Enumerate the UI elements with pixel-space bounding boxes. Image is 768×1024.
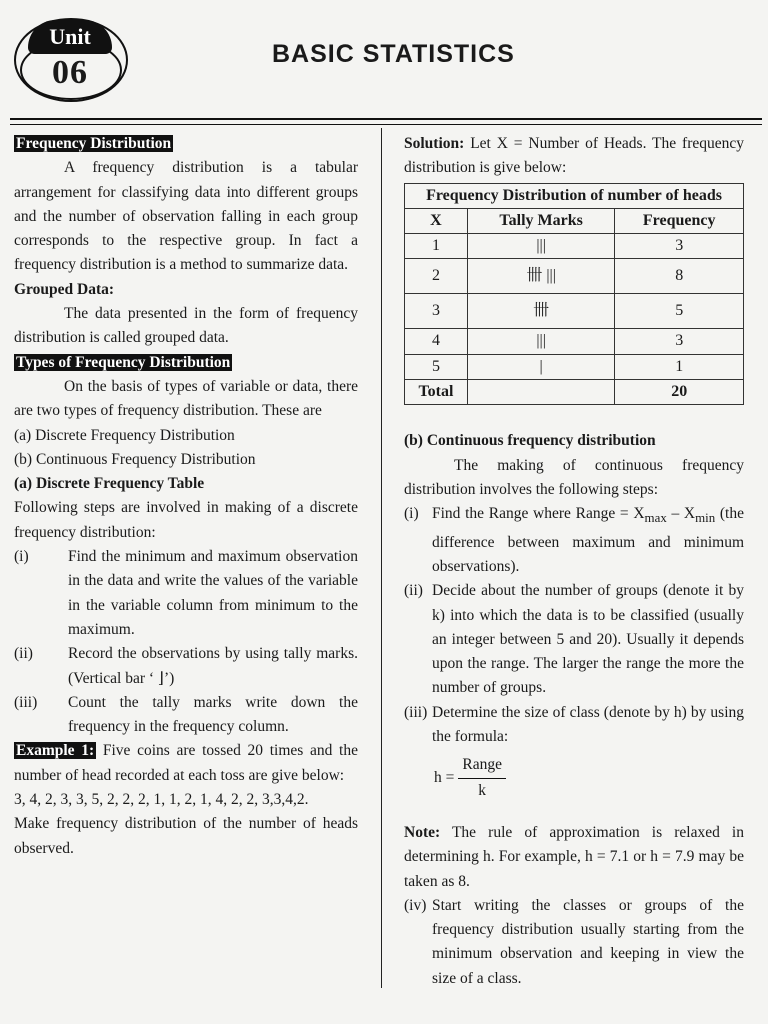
subscript-min: min — [695, 510, 716, 526]
para-grouped-data: The data presented in the form of frequency distribution is called grouped data. — [14, 305, 358, 347]
cell-frequency: 3 — [615, 234, 744, 259]
step-text: Count the tally marks write down the frequency in the frequency column. — [68, 693, 358, 736]
chapter-title: BASIC STATISTICS — [272, 40, 515, 68]
table-row — [405, 294, 744, 329]
note-label: Note: — [404, 823, 441, 841]
unit-number: 06 — [52, 54, 88, 91]
cell-x: 2 — [405, 259, 468, 294]
table-header-frequency: Frequency — [615, 208, 744, 233]
step-item — [404, 502, 744, 579]
heading-grouped-data: Grouped Data: — [14, 280, 115, 298]
cell-frequency: 5 — [615, 294, 744, 329]
cell-x: 4 — [405, 329, 468, 354]
note-text: The rule of approximation is relaxed in determining h. For example, h = 7.1 or h = 7.9 may be taken as 8. — [404, 823, 744, 890]
cell-frequency: 1 — [615, 354, 744, 379]
para-frequency-distribution: A frequency distribution is a tabular arrangement for classifying data into different groups and the number of observation falling in each group corresponds to the respective group. In fact a frequency distribution is a method to summarize data. — [14, 159, 358, 274]
formula-numerator: Range — [458, 753, 506, 778]
table-row — [405, 234, 744, 259]
para-continuous: The making of continuous frequency distribution involves the following steps: — [404, 456, 744, 498]
formula-fraction — [458, 753, 506, 803]
table-header-tally: Tally Marks — [467, 208, 615, 233]
cell-x: 3 — [405, 294, 468, 329]
example-label: Example 1: — [16, 742, 95, 760]
unit-badge — [14, 18, 128, 102]
column-divider — [381, 128, 382, 988]
cell-frequency: 8 — [615, 259, 744, 294]
cell-x: 5 — [405, 354, 468, 379]
step-text: Record the observations by using tally marks. (Vertical bar ‘ ⌋’) — [68, 645, 358, 687]
table-row — [405, 259, 744, 294]
cell-tally: ||| — [467, 234, 615, 259]
heading-frequency-distribution: Frequency Distribution — [16, 135, 172, 152]
step-number: (iv) — [404, 896, 427, 914]
type-discrete: (a) Discrete Frequency Distribution — [14, 426, 235, 444]
table-row — [405, 354, 744, 379]
solution-text: Let X = Number of Heads. The frequency distribution is give below: — [404, 135, 744, 177]
note-paragraph — [404, 821, 744, 894]
total-value: 20 — [615, 380, 744, 405]
solution-paragraph — [404, 132, 744, 181]
step-item — [404, 894, 744, 991]
range-text: Find the Range where Range = X — [432, 505, 645, 523]
table-header-x: X — [405, 208, 468, 233]
formula-denominator: k — [478, 781, 487, 799]
heading-discrete-table: (a) Discrete Frequency Table — [14, 475, 205, 493]
solution-label: Solution: — [404, 135, 465, 152]
step-text: Decide about the number of groups (denote it by k) into which the data is to be classified (usually an integer between 5 and 20). Usually it depends upon the range. The larger the range the more the number of groups. — [432, 582, 744, 697]
example-paragraph — [14, 739, 358, 788]
step-number: (i) — [14, 548, 29, 566]
cell-frequency: 3 — [615, 329, 744, 354]
cell-tally: 卌 — [467, 294, 615, 329]
step-text: Find the minimum and maximum observation in the data and write the values of the variable in the variable column from minimum to the maximum. — [68, 548, 358, 638]
table-total-row — [405, 380, 744, 405]
cell-tally: ||| — [467, 329, 615, 354]
step-item — [14, 691, 358, 740]
step-text: Determine the size of class (denote by h) by using the formula: — [432, 703, 744, 746]
example-text: Five coins are tossed 20 times and the number of head recorded at each toss are give below: — [14, 742, 358, 784]
cell-tally: | — [467, 354, 615, 379]
step-number: (ii) — [14, 645, 33, 663]
step-number: (iii) — [404, 703, 428, 721]
step-text — [432, 502, 744, 579]
total-label: Total — [405, 380, 468, 405]
right-column — [404, 132, 744, 991]
type-continuous: (b) Continuous Frequency Distribution — [14, 450, 256, 468]
total-tally-empty — [467, 380, 615, 405]
unit-label: Unit — [49, 24, 91, 49]
para-discrete: Following steps are involved in making of a discrete frequency distribution: — [14, 499, 358, 541]
para-types: On the basis of types of variable or data, there are two types of frequency distribution. These are — [14, 377, 358, 420]
step-item — [404, 579, 744, 700]
table-caption: Frequency Distribution of number of heads — [405, 183, 744, 208]
cell-x: 1 — [405, 234, 468, 259]
step-item — [14, 642, 358, 691]
step-item — [404, 701, 744, 750]
range-explanation: (the difference between maximum and minimum observations). — [432, 505, 744, 575]
range-minus: – X — [666, 505, 696, 523]
step-number: (ii) — [404, 582, 423, 600]
heading-continuous: (b) Continuous frequency distribution — [404, 432, 656, 450]
step-number: (i) — [404, 505, 419, 523]
step-text: Start writing the classes or groups of the frequency distribution usually starting from the minimum observation and keeping in view the size of a class. — [432, 896, 744, 987]
step-item — [14, 545, 358, 642]
left-column — [14, 132, 358, 861]
table-row — [405, 329, 744, 354]
example-task: Make frequency distribution of the number of heads observed. — [14, 815, 358, 857]
header-rule — [10, 118, 762, 125]
example-data: 3, 4, 2, 3, 3, 5, 2, 2, 2, 1, 1, 2, 1, 4, 2, 2, 3,3,4,2. — [14, 791, 309, 809]
subscript-max: max — [644, 510, 667, 526]
class-size-formula — [434, 753, 744, 803]
formula-lhs: h = — [434, 768, 455, 786]
heading-types: Types of Frequency Distribution — [16, 353, 231, 371]
frequency-table — [404, 183, 744, 406]
cell-tally: 卌 ||| — [467, 259, 615, 294]
step-number: (iii) — [14, 693, 38, 711]
